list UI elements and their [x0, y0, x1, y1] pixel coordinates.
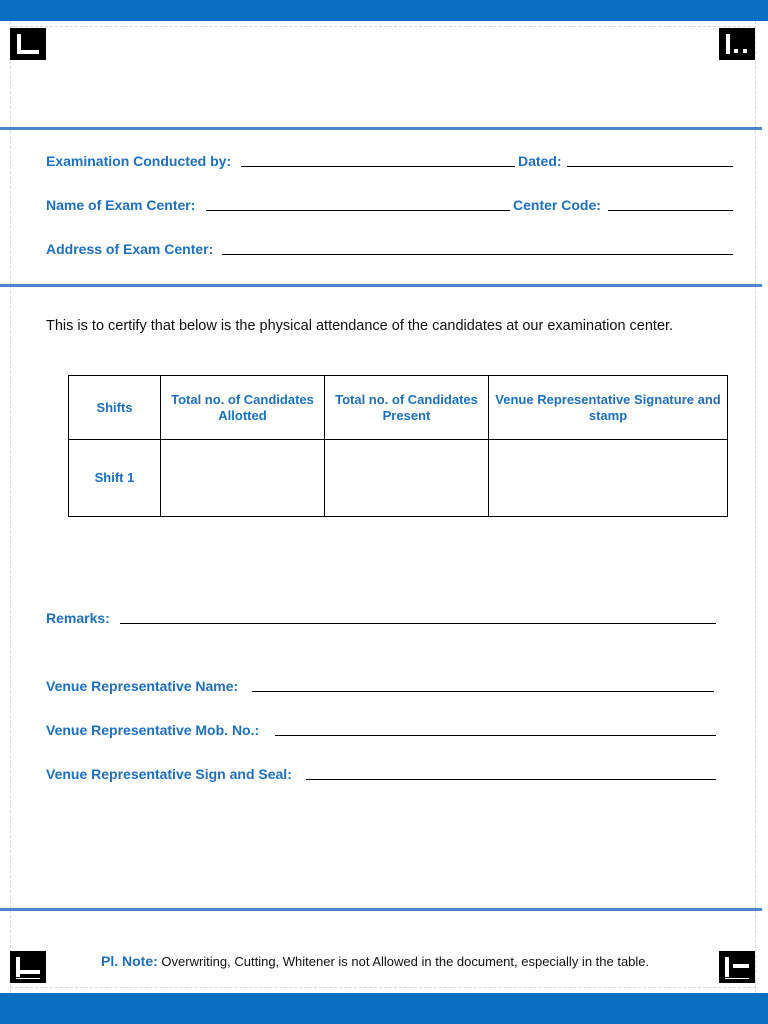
- dated-label: Dated:: [518, 153, 562, 169]
- scan-marker-bottom-left: [10, 951, 46, 983]
- note-text: Overwriting, Cutting, Whitener is not Allowed in the document, especially in the table.: [157, 954, 650, 969]
- exam-center-name-field[interactable]: [206, 210, 510, 211]
- header-candidates-allotted: Total no. of Candidates Allotted: [161, 376, 325, 440]
- exam-center-address-field[interactable]: [222, 254, 733, 255]
- section-rule-bottom: [0, 908, 762, 911]
- bottom-brand-bar: [0, 993, 768, 1024]
- remarks-label: Remarks:: [46, 610, 110, 626]
- top-brand-bar: [0, 0, 768, 21]
- frame-bottom-guide: [10, 987, 756, 988]
- exam-conducted-by-field[interactable]: [241, 166, 515, 167]
- shift-name-cell: Shift 1: [69, 440, 161, 517]
- present-count-cell[interactable]: [325, 440, 489, 517]
- venue-rep-name-label: Venue Representative Name:: [46, 678, 239, 694]
- header-shifts: Shifts: [69, 376, 161, 440]
- exam-conducted-by-label: Examination Conducted by:: [46, 153, 232, 169]
- table-row: [69, 440, 728, 517]
- center-code-label: Center Code:: [513, 197, 601, 213]
- attendance-table: [68, 375, 728, 517]
- frame-left-guide: [10, 21, 11, 993]
- frame-right-guide: [755, 21, 756, 993]
- scan-marker-top-left: [10, 28, 46, 60]
- header-candidates-present: Total no. of Candidates Present: [325, 376, 489, 440]
- note-label: Pl. Note:: [101, 953, 158, 969]
- frame-top-guide: [10, 26, 756, 27]
- signature-stamp-cell[interactable]: [489, 440, 728, 517]
- header-venue-signature: Venue Representative Signature and stamp: [489, 376, 728, 440]
- section-rule-top: [0, 127, 762, 130]
- venue-rep-mobile-label: Venue Representative Mob. No.:: [46, 722, 260, 738]
- table-header-row: [69, 376, 728, 440]
- section-rule-middle: [0, 284, 762, 287]
- scan-marker-bottom-right: [719, 951, 755, 983]
- scan-marker-top-right: [719, 28, 755, 60]
- venue-rep-sign-label: Venue Representative Sign and Seal:: [46, 766, 292, 782]
- footer-note: [101, 953, 649, 969]
- dated-field[interactable]: [567, 166, 733, 167]
- venue-rep-mobile-field[interactable]: [275, 735, 716, 736]
- exam-center-name-label: Name of Exam Center:: [46, 197, 196, 213]
- exam-center-address-label: Address of Exam Center:: [46, 241, 214, 257]
- venue-rep-name-field[interactable]: [252, 691, 714, 692]
- allotted-count-cell[interactable]: [161, 440, 325, 517]
- remarks-field[interactable]: [120, 623, 716, 624]
- center-code-field[interactable]: [608, 210, 733, 211]
- certification-statement: This is to certify that below is the physical attendance of the candidates at our examination center.: [46, 318, 674, 334]
- venue-rep-sign-field[interactable]: [306, 779, 716, 780]
